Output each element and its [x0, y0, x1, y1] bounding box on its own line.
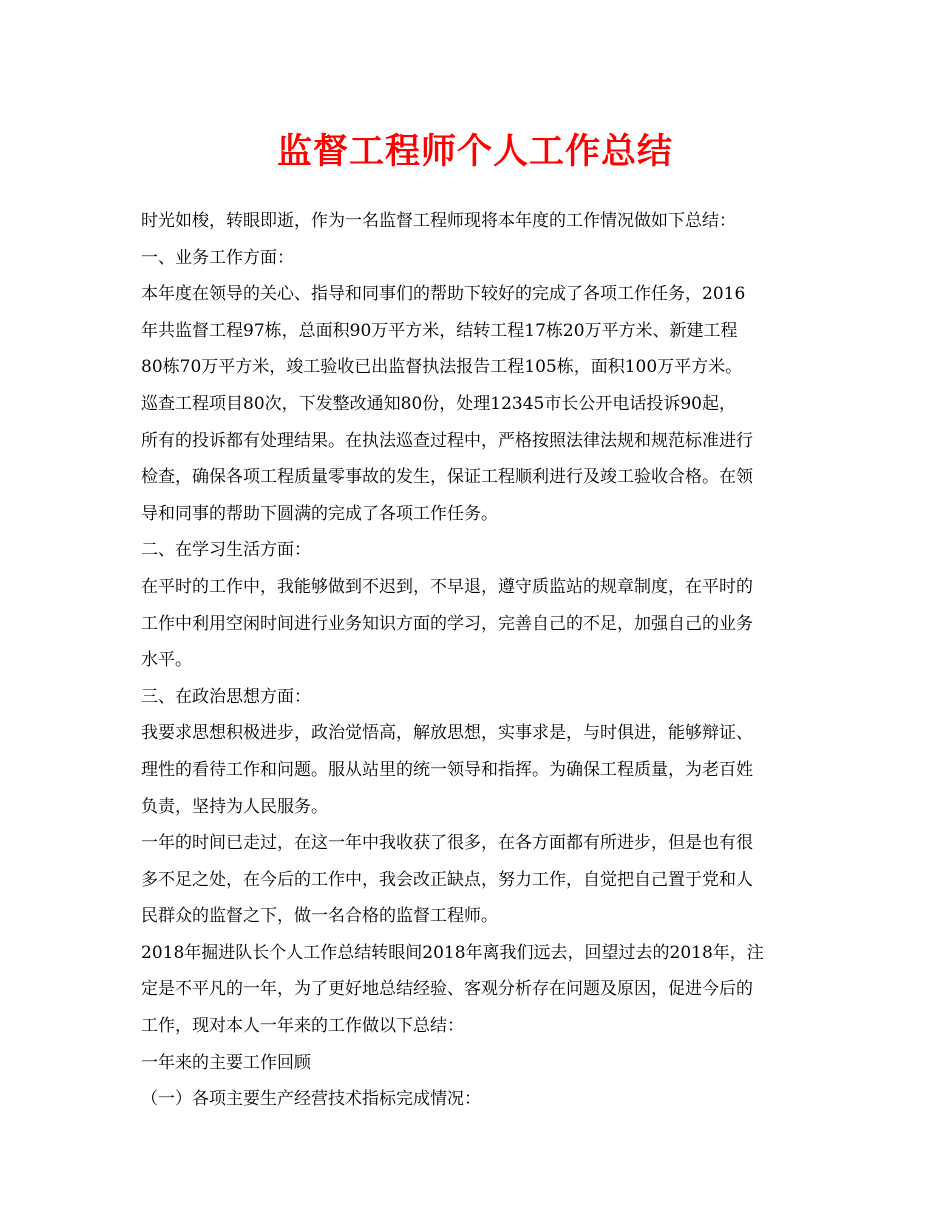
paragraph-line: 时光如梭，转眼即逝，作为一名监督工程师现将本年度的工作情况做如下总结：	[141, 211, 736, 231]
paragraph-line: 负责，坚持为人民服务。	[141, 796, 328, 817]
paragraph-line: 在平时的工作中，我能够做到不迟到，不早退，遵守质监站的规章制度，在平时的	[141, 576, 753, 597]
section-heading: （一）各项主要生产经营技术指标完成情况：	[141, 1089, 481, 1110]
section-heading: 一年来的主要工作回顾	[141, 1052, 311, 1073]
paragraph-line: 工作中利用空闲时间进行业务知识方面的学习，完善自己的不足，加强自己的业务	[141, 613, 753, 634]
paragraph-line: 检查，确保各项工程质量零事故的发生，保证工程顺利进行及竣工验收合格。在领	[141, 467, 753, 488]
document-title: 监督工程师个人工作总结	[276, 131, 673, 172]
paragraph-line: 民群众的监督之下，做一名合格的监督工程师。	[141, 906, 498, 927]
paragraph-line: 巡查工程项目80次，下发整改通知80份，处理12345市长公开电话投诉90起，	[141, 393, 736, 414]
paragraph-line: 所有的投诉都有处理结果。在执法巡查过程中，严格按照法律法规和规范标准进行	[141, 430, 753, 451]
paragraph-line: 理性的看待工作和问题。服从站里的统一领导和指挥。为确保工程质量，为老百姓	[141, 759, 753, 780]
document-body	[141, 203, 821, 1118]
paragraph-line: 年共监督工程97栋，总面积90万平方米，结转工程17栋20万平方米、新建工程	[141, 320, 738, 341]
paragraph-line: 多不足之处，在今后的工作中，我会改正缺点，努力工作，自觉把自己置于党和人	[141, 869, 753, 890]
paragraph-line: 水平。	[141, 650, 192, 671]
paragraph-line: 我要求思想积极进步，政治觉悟高，解放思想，实事求是，与时俱进，能够辩证、	[141, 723, 753, 744]
paragraph-line: 2018年掘进队长个人工作总结转眼间2018年离我们远去，回望过去的2018年，注	[141, 942, 764, 963]
section-heading: 一、业务工作方面：	[141, 247, 294, 268]
paragraph-line: 导和同事的帮助下圆满的完成了各项工作任务。	[141, 503, 498, 524]
paragraph-line: 80栋70万平方米，竣工验收已出监督执法报告工程105栋，面积100万平方米。	[141, 357, 743, 378]
paragraph-line: 定是不平凡的一年，为了更好地总结经验、客观分析存在问题及原因，促进今后的	[141, 979, 753, 1000]
section-heading: 三、在政治思想方面：	[141, 686, 311, 707]
section-heading: 二、在学习生活方面：	[141, 540, 311, 561]
paragraph-line: 一年的时间已走过，在这一年中我收获了很多，在各方面都有所进步，但是也有很	[141, 833, 753, 854]
paragraph-line: 本年度在领导的关心、指导和同事们的帮助下较好的完成了各项工作任务，2016	[141, 284, 746, 305]
paragraph-line: 工作，现对本人一年来的工作做以下总结：	[141, 1016, 464, 1037]
